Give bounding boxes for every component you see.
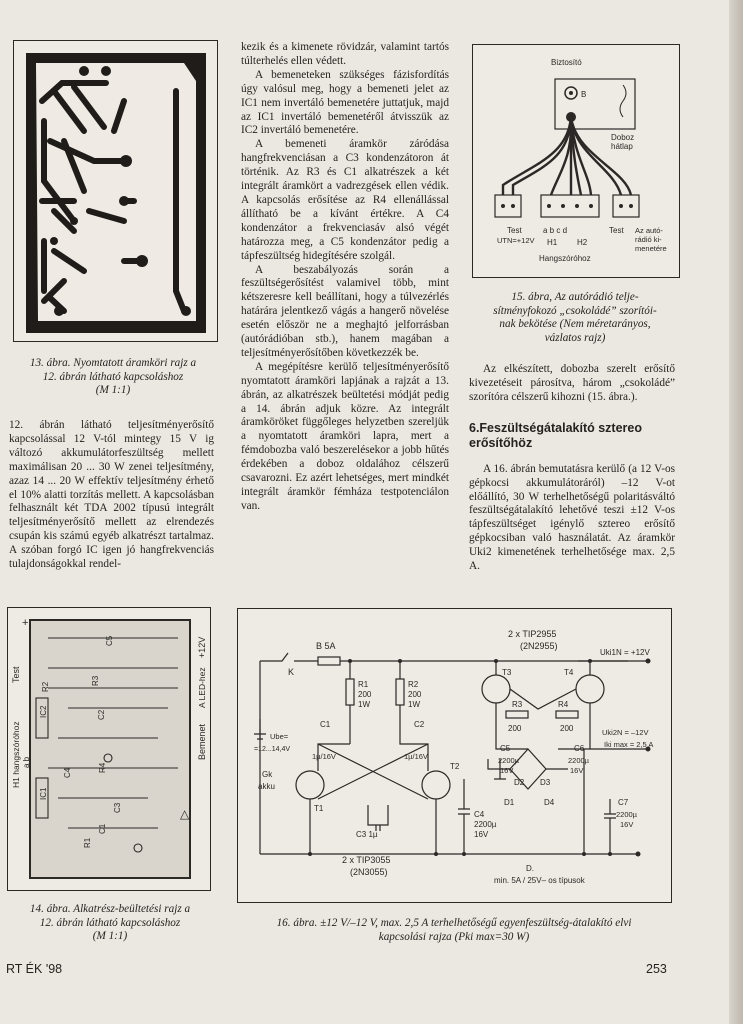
col2-paragraph-3: A beszabályozás során a feszültségerősítést valamivel több, mint kétszeresre kell beállítani, hogy a túlvezérlés határára jelentkező vágás a hangerő növelése esetén először ne a meghajtó jelforrásban (autórádióban stb.), hanem magában a teljesítményerősítőben következzék be.: [241, 263, 449, 359]
fig14-plus-mark: +: [22, 617, 29, 629]
figure-13-caption: [8, 357, 218, 398]
fig16-r3-value: 200: [508, 724, 522, 733]
fig14-c3-label: C3: [113, 802, 122, 813]
fig16-r2-value: 200: [408, 690, 422, 699]
fig16-r2-watt: 1W: [408, 700, 420, 709]
fig16-t1-label: T1: [314, 804, 324, 813]
figure-13-caption-line-2: 12. ábrán látható kapcsoláshoz: [42, 370, 184, 383]
fig16-k-label: K: [288, 667, 295, 677]
fig16-ube-value: =12...14,4V: [254, 746, 291, 753]
fig16-c1-value: 1µ/16V: [312, 752, 336, 761]
figure-15-wiring: [472, 44, 680, 278]
fig14-ab-label: a b: [22, 756, 31, 768]
fig15-hangszorohoz-label: Hangszóróhoz: [539, 254, 591, 263]
fig16-ikimax-label: Iki max = 2,5 A: [604, 740, 654, 749]
fig16-b5a-label: B 5A: [316, 641, 336, 651]
fig16-c4-value: 2200µ: [474, 820, 497, 829]
fig16-2n3055-label: (2N3055): [350, 867, 388, 877]
col2-paragraph-4: A megépítésre kerülő teljesítményerősítő nyomtatott áramköri lapjának a rajzát a 13. ábrán, az alkatrészek beültetési módját pedig a 14. ábrán adjuk közre. Az integrált áramköröket függőleges helyzetben szereljük a nyomtatott áramköri lapra, mert a fémdobozba való beszerelésekor a jobb hűtés érdekében a doboz oldalához célszerű csavarozni. Ez azért lehetséges, mert mindkét integrált áramkör fémháza testpotenciálon van.: [241, 360, 449, 512]
fig16-c7-voltage: 16V: [620, 820, 634, 829]
figure-16-schematic: [237, 608, 672, 903]
speaker-wiring-diagram: [473, 45, 679, 277]
column-3: [469, 363, 675, 574]
fig16-c7-label: C7: [618, 798, 629, 807]
fig14-plus12-label: +12V: [197, 636, 207, 658]
fig16-tip2955-label: 2 x TIP2955: [508, 629, 557, 639]
fig14-h1-label: H1 hangszóróhoz: [11, 721, 21, 788]
figure-16-caption-line-1: 16. ábra. ±12 V/–12 V, max. 2,5 A terhelhetőségű egyenfeszültség-átalakító elvi: [276, 917, 632, 929]
fig16-d4-label: D4: [544, 798, 555, 807]
fig14-c4-label: C4: [63, 767, 72, 778]
fig14-c5-label: C5: [105, 635, 114, 646]
fig14-ic1-label: IC1: [39, 787, 48, 800]
figure-14-caption-line-3: (M 1:1): [92, 930, 128, 943]
section-heading-line-1: 6.Feszültségátalakító sztereo: [469, 420, 642, 435]
figure-14-caption-line-1: 14. ábra. Alkatrész-beültetési rajz a: [29, 903, 191, 915]
fig16-d2-label: D2: [514, 778, 525, 787]
fig16-c5-value: 2200µ: [498, 756, 520, 765]
fig15-test-right-label: Test: [609, 226, 624, 235]
fig16-c6-value: 2200µ: [568, 756, 590, 765]
fig15-b-label: B: [581, 90, 587, 99]
fig16-r3-label: R3: [512, 700, 523, 709]
fig16-c2-value: 1µ/16V: [404, 752, 428, 761]
component-placement-drawing: [8, 608, 210, 890]
fig16-t4-label: T4: [564, 668, 574, 677]
fig16-akku-label: akku: [258, 782, 275, 791]
col1-paragraph-1: 12. ábrán látható teljesítményerősítő kapcsolással 12 V-tól mintegy 15 V ig változó akkumulátorfeszültség mellett maximálisan 20 ... 30 W zenei teljesítmény, azaz 14 ... 20 W effektív teljesítmény érhető el 10% alatti torzítás mellett. A kapcsolásban felhasznált két TDA 2002 típusú integrált teljesítményerősítő mellett az elrendezés csupán kis számú egyéb alkatrészt tartalmaz. A szóban forgó IC igen jó hangfrekvenciás tulajdonságokkal rendel-: [9, 419, 214, 571]
fig15-utn-label: UTN=+12V: [497, 236, 535, 245]
fig16-r1-label: R1: [358, 680, 369, 689]
fig16-d3-label: D3: [540, 778, 551, 787]
fig15-biztosito-label: Biztosító: [551, 58, 582, 67]
converter-schematic: [238, 609, 671, 902]
fig15-doboz-label: Doboz: [611, 133, 635, 142]
fig15-autoradio-line-2: rádió ki-: [635, 235, 662, 244]
fig16-ube-label: Ube=: [270, 732, 289, 741]
fig16-c6-voltage: 16V: [570, 766, 584, 775]
fig15-autoradio-line-3: menetére: [635, 244, 667, 253]
figure-13-caption-line-3: (M 1:1): [95, 384, 131, 397]
fig14-test-label: Test: [11, 666, 21, 683]
fig14-r1-label: R1: [83, 837, 92, 848]
col3-paragraph-2: A 16. ábrán bemutatásra kerülő (a 12 V-os gépkocsi akkumulátoráról) –12 V-ot előállító, 30 W terhelhetőségű polaritásváltó feszültségátalakító lehetővé teszi ±12 V-os tápfeszültséget igénylő sztereo erősítő gépkocsiban való használatát. Az áramkör Uki2 kimenetének terhelhetősége max. 2,5 A.: [469, 462, 675, 573]
fig16-c3-label: C3 1µ: [356, 830, 378, 839]
column-2: [241, 41, 449, 514]
fig16-c4-voltage: 16V: [474, 830, 489, 839]
fig16-r4-value: 200: [560, 724, 574, 733]
fig16-c5-voltage: 16V: [500, 766, 514, 775]
fig15-h2-label: H2: [577, 238, 588, 247]
figure-14-caption-line-2: 12. ábrán látható kapcsoláshoz: [39, 916, 181, 929]
fig14-bemenet-label: Bemenet: [197, 723, 207, 760]
fig14-ic2-label: IC2: [39, 705, 48, 718]
fig16-c5-label: C5: [500, 744, 511, 753]
col2-paragraph-0: kezik és a kimenete rövidzár, valamint tartós túlterhelés ellen védett.: [241, 41, 449, 67]
fig15-hatlap-label: hátlap: [611, 142, 633, 151]
figure-13-pcb: [13, 40, 218, 342]
page-number: 253: [646, 962, 667, 976]
fig16-dtype-label: min. 5A / 25V– os típusok: [494, 876, 585, 885]
fig15-abcd-label: a b c d: [543, 226, 568, 235]
fig16-2n2955-label: (2N2955): [520, 641, 558, 651]
section-heading-line-2: erősítőhöz: [469, 435, 533, 450]
fig15-test-left-label: Test: [507, 226, 522, 235]
fig15-autoradio-line-1: Az autó-: [635, 226, 663, 235]
fig16-c6-label: C6: [574, 744, 585, 753]
figure-15-caption: [468, 291, 682, 345]
fig16-c2-label: C2: [414, 720, 425, 729]
figure-13-caption-line-1: 13. ábra. Nyomtatott áramköri rajz a: [29, 357, 197, 369]
fig16-uki2n-label: Uki2N = –12V: [602, 728, 649, 737]
page-edge: [729, 0, 743, 1024]
fig14-c2-label: C2: [97, 709, 106, 720]
col2-paragraph-2: A bemeneti áramkör záródása hangfrekvenciásan a C3 kondenzátoron át történik. Az R3 és C1 alkatrészek a két integrált áramkört a vadrezgések ellen védik. A kapcsolás erősítése az R4 ellenállással állítható be a kívánt értékre. A C4 kondenzátor a frekvenciasáv alsó végét határozza meg, a C5 kondenzátor pedig a tápfeszültség hidegítésére szolgál.: [241, 138, 449, 262]
footer-left: RT ÉK '98: [6, 962, 63, 976]
fig14-r4-label: R4: [98, 762, 107, 773]
fig14-r2-label: R2: [41, 681, 50, 692]
column-1: [9, 419, 214, 572]
fig16-uki1n-label: Uki1N = +12V: [600, 648, 650, 657]
fig16-r2-label: R2: [408, 680, 419, 689]
col2-paragraph-1: A bemeneteken szükséges fázisfordítás úgy valósul meg, hogy a bemeneti jelet az IC1 nem invertáló bemenetére juttatjuk, majd az IC1 invertáló bemenetéről átvisszük az IC2 invertáló bemenetére.: [241, 68, 449, 137]
figure-14-caption: [4, 903, 216, 944]
fig16-r1-watt: 1W: [358, 700, 370, 709]
figure-16-caption-line-2: kapcsolási rajza (Pki max=30 W): [378, 930, 530, 943]
figure-15-caption-line-4: vázlatos rajz): [544, 331, 606, 344]
fig16-c7-value: 2200µ: [616, 810, 638, 819]
fig16-gk-label: Gk: [262, 770, 273, 779]
fig14-c1-label: C1: [98, 823, 107, 834]
fig14-triangle-mark: △: [180, 807, 190, 821]
fig14-r3-label: R3: [91, 675, 100, 686]
section-heading: [469, 421, 675, 451]
fig16-c4-label: C4: [474, 810, 485, 819]
fig16-d-label: D.: [526, 864, 534, 873]
pcb-layout-image: [14, 41, 217, 341]
fig16-t2-label: T2: [450, 762, 460, 771]
fig16-r4-label: R4: [558, 700, 569, 709]
fig14-led-label: A LED-hez: [197, 667, 207, 708]
figure-15-caption-line-1: 15. ábra, Az autórádió telje-: [511, 291, 639, 303]
fig16-c1-label: C1: [320, 720, 331, 729]
fig16-r1-value: 200: [358, 690, 372, 699]
figure-15-caption-line-3: nak bekötése (Nem méretarányos,: [499, 318, 651, 331]
fig16-d1-label: D1: [504, 798, 515, 807]
fig16-tip3055-label: 2 x TIP3055: [342, 855, 391, 865]
figure-14-placement: [7, 607, 211, 891]
fig16-t3-label: T3: [502, 668, 512, 677]
figure-16-caption: [238, 917, 670, 944]
figure-15-caption-line-2: sítményfokozó „csokoládé” szorítói-: [493, 304, 657, 317]
col3-paragraph-1: Az elkészített, dobozba szerelt erősítő kivezetéseit párosítva, három „csokoládé” szorítóra célszerű kihozni (15. ábra.).: [469, 363, 675, 403]
fig15-h1-label: H1: [547, 238, 558, 247]
